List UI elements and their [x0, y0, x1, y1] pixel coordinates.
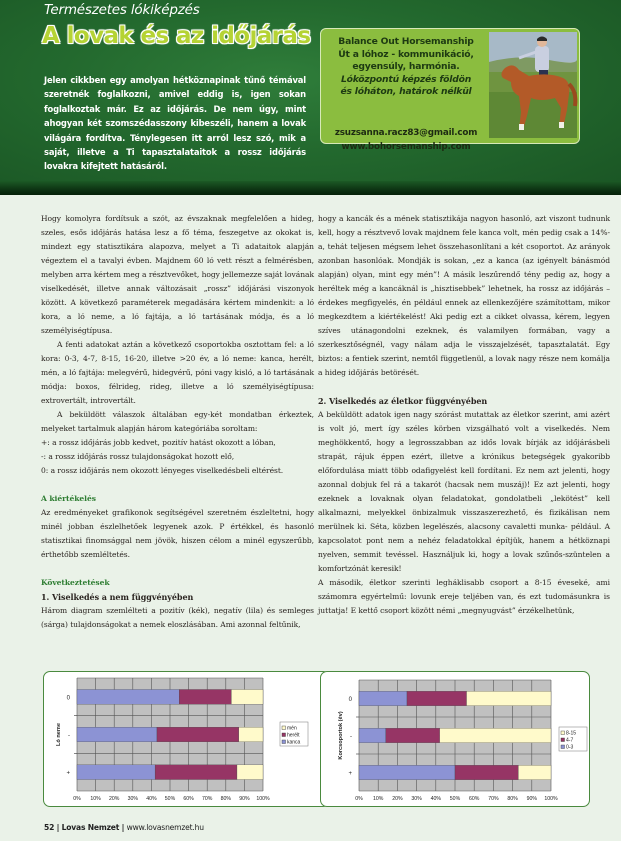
x-tick-label: 10%: [373, 796, 384, 802]
section-heading-conclusions: Következtetések: [41, 578, 110, 587]
subheading-age: 2. Viselkedés az életkor függvényében: [318, 396, 488, 406]
x-tick-label: 60%: [469, 796, 480, 802]
ad-contact: [325, 127, 487, 154]
bar-0-3: [359, 691, 407, 705]
x-tick-label: 60%: [183, 796, 194, 802]
magazine-website-link[interactable]: www.lovasnemzet.hu: [126, 823, 204, 832]
ad-email-link[interactable]: zsuzsanna.racz83@gmail.com: [334, 128, 478, 138]
legend-swatch-mén: [282, 726, 286, 730]
legend-swatch-4-7: [561, 738, 565, 742]
x-tick-label: 20%: [392, 796, 403, 802]
legend-label: mén: [287, 725, 297, 732]
legend-swatch-0-3: [561, 745, 565, 749]
bar-4-7: [455, 765, 518, 779]
x-tick-label: 90%: [526, 796, 537, 802]
legend-label: 8-15: [566, 730, 577, 737]
paragraph: A beküldött válaszok általában egy-két mondatban érkeztek, melyeket tartalmuk alapján három kategóriába soroltam:: [41, 410, 314, 433]
bar-8-15: [467, 691, 551, 705]
legend-swatch-herélt: [282, 733, 286, 737]
stacked-bar-chart-sex: [44, 672, 329, 806]
bar-0-3: [359, 728, 386, 742]
x-tick-label: 40%: [430, 796, 441, 802]
x-tick-label: 50%: [449, 796, 461, 802]
rider-horse-photo: [489, 32, 577, 138]
y-tick-label: +: [66, 770, 70, 777]
section-kicker: Természetes lókiképzés: [44, 2, 200, 18]
bar-herélt: [157, 727, 239, 742]
header-divider: [0, 181, 621, 195]
article-header: [0, 0, 621, 193]
y-tick-label: +: [348, 771, 352, 777]
chart-age: [320, 671, 590, 807]
bar-kanca: [77, 727, 157, 742]
legend-swatch-kanca: [282, 740, 286, 744]
y-tick-label: -: [350, 734, 352, 740]
legend-label: herélt: [287, 732, 300, 739]
chart-legend: [559, 727, 587, 751]
bar-mén: [239, 727, 263, 742]
x-tick-label: 80%: [220, 796, 231, 802]
bar-kanca: [77, 689, 179, 704]
paragraph: A fenti adatokat aztán a következő csoportokba osztottam fel: a ló kora: 0-3, 4-7, 8-15, 16-20, illetve >20 év, a ló neme: kanca, herélt, mén, a ló fajtája: melegvérű, hidegvérű, póni vagy kisló, a ló tartásának módja: boxos, félrideg, rideg, illetve a ló személyiségtípusa: extrovertált, introvertált.: [41, 340, 314, 405]
category-zero: 0: a rossz időjárás nem okozott lényeges viselkedésbeli eltérést.: [41, 466, 284, 475]
ad-text: [325, 36, 487, 99]
legend-swatch-8-15: [561, 731, 565, 735]
article-title: A lovak és az időjárás: [42, 23, 311, 49]
page-number: 52: [44, 823, 55, 832]
left-column: [41, 212, 314, 632]
x-tick-label: 100%: [256, 796, 270, 802]
x-tick-label: 20%: [109, 796, 120, 802]
x-tick-label: 30%: [411, 796, 422, 802]
bar-herélt: [155, 765, 237, 780]
chart-legend: [280, 722, 308, 746]
section-heading-evaluation: A kiértékelés: [41, 494, 96, 503]
legend-label: kanca: [287, 739, 301, 746]
ad-tagline-1: Lóközpontú képzés földön: [340, 73, 472, 85]
y-tick-label: 0: [348, 697, 352, 703]
legend-label: 4-7: [566, 737, 574, 744]
x-tick-label: 50%: [164, 796, 176, 802]
paragraph: Három diagram szemlélteti a pozitív (kék), negatív (lila) és semleges (sárga) tulajdonságokat a nemek eloszlásában. Ami azonnal feltűnik,: [41, 606, 314, 629]
bar-8-15: [518, 765, 551, 779]
x-tick-label: 90%: [239, 796, 250, 802]
right-column: [318, 212, 610, 618]
x-tick-label: 70%: [488, 796, 499, 802]
footer-separator: |: [121, 823, 125, 832]
stacked-bar-chart-age: [321, 672, 589, 806]
chart-sex: [43, 671, 330, 807]
page-footer: [44, 823, 204, 832]
subheading-sex: 1. Viselkedés a nem függvényében: [41, 592, 194, 602]
bar-mén: [237, 765, 263, 780]
bar-herélt: [179, 689, 231, 704]
ad-brand: Balance Out Horsemanship: [338, 36, 474, 47]
x-tick-label: 0%: [73, 796, 81, 802]
x-tick-label: 30%: [127, 796, 138, 802]
y-axis-label: Korcsoportok (év): [338, 711, 344, 760]
legend-label: 0-3: [566, 744, 574, 751]
paragraph: Az eredményeket grafikonok segítségével szeretném észleltetni, hogy minél jobban észlelhetőek legyenek azok. P értékkel, és hasonló statisztikai finomsággal nem jövök, hiszen célom a minél egyszerűbb, érthetőbb szemléltetés.: [41, 508, 314, 559]
category-minus: -: a rossz időjárás rossz tulajdonságokat hozott elő,: [41, 452, 235, 461]
bar-kanca: [77, 765, 155, 780]
x-tick-label: 80%: [507, 796, 518, 802]
x-tick-label: 10%: [90, 796, 101, 802]
article-lead: Jelen cikkben egy amolyan hétköznapinak tűnő témával szeretnék foglalkozni, amivel eddig is, igen sokan foglalkoztak már. Ez az időjárás. De nem úgy, mint ahogyan két szomszédasszony kibeszéli, hanem a lovak világára fordítva. Ténylegesen itt arról lesz szó, mik a saját, illetve a Ti tapasztalataitok a rossz időjárás lovakra kifejtett hatásáról.: [44, 75, 306, 172]
ad-slogan-2: egyensúly, harmónia.: [352, 61, 460, 73]
footer-separator: |: [56, 823, 60, 832]
paragraph: Hogy komolyra fordítsuk a szót, az évszaknak megfelelően a hideg, szeles, esős időjárás hatása lesz a fő téma, feszegetve az okokat is, mindezt egy statisztikára alapozva, melyet a Ti adataitok alapján végeztem el a tavalyi évben. Majdnem 60 ló vett részt a felmérésben, melyben arra kértem meg a résztvevőket, hogy jellemezze saját lovának viselkedését, illetve annak változásait „rossz” időjárási viszonyok között. A következő paraméterek megadására kértem mindenkit: a ló kora, a ló neme, a ló fajtája, a ló tartásának módja, és a ló személyiségtípusa.: [41, 214, 314, 335]
ad-slogan-1: Út a lóhoz - kommunikáció,: [338, 48, 474, 60]
bar-mén: [231, 689, 263, 704]
paragraph: A beküldött adatok igen nagy szórást mutattak az életkor szerint, ami azért is volt jó, mert így széles körben vizsgálható volt a viselkedés. Nem meghökkentő, hogy a legrosszabban az idős lovak bírják az időjárásbeli strapát, rájuk éppen ezért, illetve a krónikus betegségek gyakoribb előfordulása miatt több odafigyelést kell fordítani. Ez nem azt jelenti, hogy azonnal dobjuk fel rá a takarót (hacsak nem muszáj)! Ez azt jelenti, hogy ezeknek a lovaknak olyan feladatokat, gondolatbeli „lekötést” kell alkalmazni, melyekkel önbizalmuk visszaszerezhető, és fizikálisan nem merülnek ki. Séta, közben legelészés, alacsony cavaletti munka- például. A kapcsolatot pont nem a nehéz feladatokkal építjük, hanem a hétköznapi nyelven, semmit tevéssel. Használjuk ki, hogy a lovak szűnős-szüntelen a komfortzónát keresik!: [318, 410, 610, 573]
ad-website-link[interactable]: www.bohorsemanship.com: [341, 141, 471, 152]
magazine-name: Lovas Nemzet: [61, 823, 120, 832]
paragraph: hogy a kancák és a mének statisztikája nagyon hasonló, azt viszont tudnunk kell, hogy a résztvevő lovak majdnem fele kanca volt, mén pedig csak a 14%-a, tehát teljesen mégsem lehet összehasonlítani a két csoportot. Az arányok azonban hasonlóak. Mondják is sokan, „ez a kanca (az igényelt bánásmód alapján) olyan, mint egy mén”! A másik leszűrendő tény pedig az, hogy a heréltek még a kancáknál is „hisztisebbek” lehetnek, ha rossz az időjárás – érdekes megfigyelés, én például ennek az ellenkezőjére számítottam, mikor megkezdtem a kiértékelést! Aki pedig ezt a cikket olvassa, kérem, legyen szíves utánagondolni ezeknek, és valamilyen formában, vagy a szerkesztőségnél, vagy nálam adja le visszajelzését, tapasztalatát. Egy biztos: a fentiek szerint, nemtől függetlenül, a lovak nagy része nem komálja a hideg időjárás betörését.: [318, 214, 610, 377]
bar-4-7: [407, 691, 467, 705]
y-axis-label: Ló neme: [56, 722, 62, 747]
bar-4-7: [386, 728, 440, 742]
y-tick-label: 0: [66, 695, 70, 702]
y-tick-label: -: [68, 733, 70, 739]
ad-tagline-2: és lóháton, határok nélkül: [340, 86, 472, 98]
advertisement-box: [320, 28, 580, 152]
horse-rider-illustration: [489, 32, 577, 138]
x-tick-label: 0%: [355, 796, 363, 802]
paragraph: A második, életkor szerinti legháklisabb csoport a 8-15 éveseké, ami számomra egyértelmű: lovunk ereje teljében van, és ezt tudomásunkra is juttatja! E kettő csoport között némi „megnyugvást” érzékelhetünk,: [318, 578, 610, 615]
x-tick-label: 70%: [202, 796, 213, 802]
bar-8-15: [440, 728, 551, 742]
bar-0-3: [359, 765, 455, 779]
x-tick-label: 100%: [544, 796, 558, 802]
x-tick-label: 40%: [146, 796, 157, 802]
category-plus: +: a rossz időjárás jobb kedvet, pozitív hatást okozott a lóban,: [41, 438, 276, 447]
